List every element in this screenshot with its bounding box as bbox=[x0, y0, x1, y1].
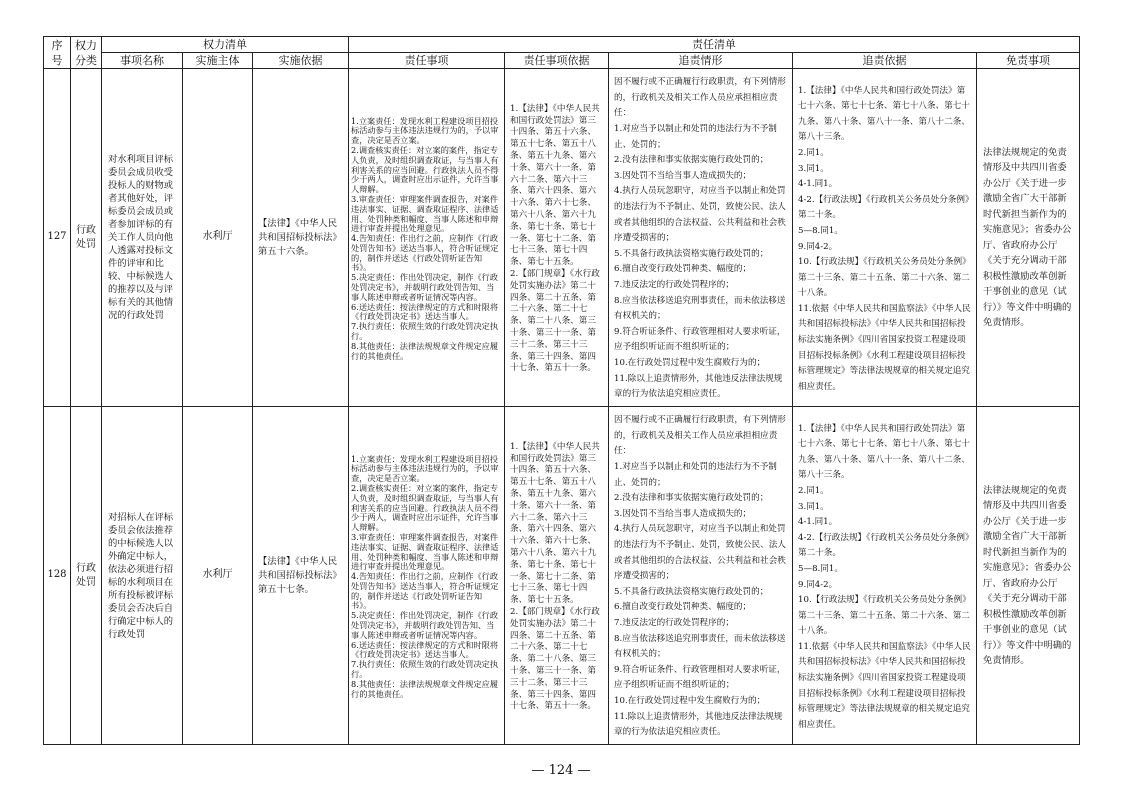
duty-basis-item: 2.【部门规章】《水行政处罚实施办法》第二十四条、第二十五条、第二十六条、第二十七条、第二十八条、第三十条、第三十一条、第三十二条、第三十三条、第三十四条、第四十七条、第五十一条。 bbox=[510, 606, 600, 712]
acc-basis-item: 2.同1。 bbox=[798, 147, 829, 158]
row-category: 行政处罚 bbox=[71, 407, 102, 745]
row-basis: 【法律】《中华人民共和国招标投标法》第五十六条。 bbox=[253, 69, 349, 407]
duty-item: 6.送达责任：按法律规定的方式和时限将《行政处罚决定书》送达当事人。 bbox=[351, 639, 499, 660]
header-seq-line2: 号 bbox=[51, 53, 63, 67]
row-seq: 127 bbox=[44, 69, 71, 407]
acc-basis-item: 4-2.【行政法规】《行政机关公务员处分条例》第二十条。 bbox=[798, 532, 970, 559]
table-row bbox=[44, 407, 1080, 745]
row-duty-items bbox=[349, 69, 505, 407]
header-power-category bbox=[71, 37, 102, 69]
accountability-item: 4.执行人员玩忽职守，对应当予以制止和处罚的违法行为不予制止、处罚，致使公民、法人或者其他组织的合法权益、公共利益和社会秩序遭受损害的； bbox=[614, 186, 786, 244]
power-responsibility-table bbox=[43, 36, 1080, 745]
acc-basis-item: 5—8.同1。 bbox=[798, 563, 843, 574]
acc-basis-item: 11.依据《中华人民共和国监察法》《中华人民共和国招标投标法》《中华人民共和国招标投标法实施条例》《四川省国家投资工程建设项目招标投标条例》《水利工程建设项目招标投标管理规定》等法律法规规章的相关规定追究相应责任。 bbox=[798, 303, 971, 392]
duty-item: 4.告知责任：作出行之前，应制作《行政处罚告知书》送达当事人，符合听证规定的，制作并送达《行政处罚听证告知书》。 bbox=[351, 233, 499, 273]
accountability-item: 1.对应当予以制止和处罚的违法行为不予制止、处罚的； bbox=[614, 462, 777, 488]
header-basis: 实施依据 bbox=[253, 53, 349, 69]
header-duty-items: 责任事项 bbox=[349, 53, 505, 69]
duty-basis-item: 1.【法律】《中华人民共和国行政处罚法》第三十四条、第五十六条、第五十七条、第五十八条、第五十九条、第六十条、第六十一条、第六十二条、第六十三条、第六十四条、第六十六条、第六十七条、第六十八条、第六十九条、第七十条、第七十一条、第七十二条、第七十三条、第七十四条、第七十五条。 bbox=[510, 441, 600, 606]
accountability-item: 1.对应当予以制止和处罚的违法行为不予制止、处罚的； bbox=[614, 124, 777, 150]
row-acc-basis bbox=[793, 407, 977, 745]
duty-basis-item: 1.【法律】《中华人民共和国行政处罚法》第三十四条、第五十六条、第五十七条、第五十八条、第五十九条、第六十条、第六十一条、第六十二条、第六十三条、第六十四条、第六十六条、第六十七条、第六十八条、第六十九条、第七十条、第七十一条、第七十二条、第七十三条、第七十四条、第七十五条。 bbox=[510, 103, 600, 268]
row-item-name: 对招标人在评标委员会依法推荐的中标候选人以外确定中标人，依法必须进行招标的水利项目在所有投标被评标委员会否决后自行确定中标人的行政处罚 bbox=[102, 407, 183, 745]
accountability-item: 10.在行政处罚过程中发生腐败行为的； bbox=[614, 357, 766, 368]
accountability-item: 8.应当依法移送追究刑事责任，而未依法移送有权机关的； bbox=[614, 295, 786, 322]
acc-basis-item: 1.【法律】《中华人民共和国行政处罚法》第七十六条、第七十七条、第七十八条、第七十九条、第八十条、第八十一条、第八十二条、第八十三条。 bbox=[798, 85, 970, 143]
duty-item: 8.其他责任：法律法规规章文件规定应履行的其他责任。 bbox=[351, 340, 499, 361]
row-subject: 水利厅 bbox=[183, 407, 253, 745]
accountability-item: 2.没有法律和事实依据实施行政处罚的； bbox=[614, 155, 769, 166]
row-acc-basis bbox=[793, 69, 977, 407]
header-power-line1: 权力 bbox=[75, 38, 97, 52]
accountability-item: 11.除以上追责情形外，其他违反法律法规规章的行为依法追究相应责任。 bbox=[614, 373, 783, 400]
accountability-item: 5.不具备行政执法资格实施行政处罚的； bbox=[614, 248, 769, 259]
acc-basis-item: 5—8.同1。 bbox=[798, 225, 843, 236]
acc-basis-item: 4-2.【行政法规】《行政机关公务员处分条例》第二十条。 bbox=[798, 194, 970, 221]
accountability-item: 6.擅自改变行政处罚种类、幅度的； bbox=[614, 602, 752, 613]
duty-item: 6.送达责任：按法律规定的方式和时限将《行政处罚决定书》送达当事人。 bbox=[351, 301, 499, 322]
row-item-name: 对水利项目评标委员会成员收受投标人的财物或者其他好处，评标委员会成员或者参加评标的有关工作人员向他人透露对投标文件的评审和比较、中标候选人的推荐以及与评标有关的其他情况的行政处罚 bbox=[102, 69, 183, 407]
row-basis: 【法律】《中华人民共和国招标投标法》第五十七条。 bbox=[253, 407, 349, 745]
row-seq: 128 bbox=[44, 407, 71, 745]
header-accountability: 追责情形 bbox=[609, 53, 793, 69]
acc-basis-item: 4-1.同1。 bbox=[798, 179, 838, 190]
header-group-power-list: 权力清单 bbox=[102, 37, 349, 53]
header-seq-line1: 序 bbox=[51, 38, 63, 52]
row-accountability bbox=[609, 69, 793, 407]
acc-basis-item: 2.同1。 bbox=[798, 485, 829, 496]
header-group-duty-list: 责任清单 bbox=[349, 37, 1080, 53]
header-seq bbox=[44, 37, 71, 69]
row-exemption: 法律法规规定的免责情形及中共四川省委办公厅《关于进一步激励全省广大干部新时代新担当新作为的实施意见》；省委办公厅、省政府办公厅《关于充分调动干部积极性激励改革创新干事创业的意见（试行）》等文件中明确的免责情形。 bbox=[977, 69, 1080, 407]
duty-item: 1.立案责任：发现水利工程建设项目招投标活动参与主体违法违规行为的，予以审查，决定是否立案。 bbox=[351, 453, 499, 484]
accountability-item: 5.不具备行政执法资格实施行政处罚的； bbox=[614, 586, 769, 597]
acc-basis-item: 11.依据《中华人民共和国监察法》《中华人民共和国招标投标法》《中华人民共和国招标投标法实施条例》《四川省国家投资工程建设项目招标投标条例》《水利工程建设项目招标投标管理规定》等法律法规规章的相关规定追究相应责任。 bbox=[798, 641, 971, 730]
row-duty-items bbox=[349, 407, 505, 745]
duty-item: 8.其他责任：法律法规规章文件规定应履行的其他责任。 bbox=[351, 678, 499, 699]
header-item-name: 事项名称 bbox=[102, 53, 183, 69]
accountability-item: 10.在行政处罚过程中发生腐败行为的； bbox=[614, 695, 766, 706]
duty-item: 3.审查责任：审理案件调查报告，对案件违法事实、证据、调查取证程序、法律适用、处罚种类和幅度、当事人陈述和申辩进行审查并提出处理意见。 bbox=[351, 193, 499, 234]
accountability-item: 2.没有法律和事实依据实施行政处罚的； bbox=[614, 493, 769, 504]
accountability-item: 9.符合听证条件、行政管理相对人要求听证，应予组织听证而不组织听证的； bbox=[614, 664, 786, 691]
accountability-item: 8.应当依法移送追究刑事责任，而未依法移送有权机关的； bbox=[614, 633, 786, 660]
table-row bbox=[44, 69, 1080, 407]
accountability-item: 11.除以上追责情形外，其他违反法律法规规章的行为依法追究相应责任。 bbox=[614, 711, 783, 738]
duty-item: 7.执行责任：依照生效的行政处罚决定执行。 bbox=[351, 321, 499, 342]
header-exemption: 免责事项 bbox=[977, 53, 1080, 69]
row-duty-basis bbox=[505, 407, 609, 745]
accountability-item: 4.执行人员玩忽职守，对应当予以制止和处罚的违法行为不予制止、处罚，致使公民、法人或者其他组织的合法权益、公共利益和社会秩序遭受损害的； bbox=[614, 524, 786, 582]
duty-item: 2.调查核实责任：对立案的案件，指定专人负责，及时组织调查取证，与当事人有利害关系的应当回避。行政执法人员不得少于两人，调查时应出示证件，允许当事人辩解。 bbox=[351, 144, 499, 195]
header-power-line2: 分类 bbox=[75, 53, 97, 67]
accountability-item: 6.擅自改变行政处罚种类、幅度的； bbox=[614, 264, 752, 275]
page-number: — 124 — bbox=[531, 763, 591, 778]
duty-item: 1.立案责任：发现水利工程建设项目招投标活动参与主体违法违规行为的，予以审查，决定是否立案。 bbox=[351, 115, 499, 146]
duty-item: 5.决定责任：作出处罚决定，制作《行政处罚决定书》，并载明行政处罚告知、当事人陈述申辩或者听证情况等内容。 bbox=[351, 610, 499, 640]
row-exemption: 法律法规规定的免责情形及中共四川省委办公厅《关于进一步激励全省广大干部新时代新担当新作为的实施意见》；省委办公厅、省政府办公厅《关于充分调动干部积极性激励改革创新干事创业的意见（试行）》等文件中明确的免责情形。 bbox=[977, 407, 1080, 745]
accountability-item: 3.因处罚不当给当事人造成损失的； bbox=[614, 508, 752, 519]
header-duty-basis: 责任事项依据 bbox=[505, 53, 609, 69]
acc-basis-item: 3.同1。 bbox=[798, 163, 829, 174]
row-duty-basis bbox=[505, 69, 609, 407]
accountability-item: 9.符合听证条件、行政管理相对人要求听证，应予组织听证而不组织听证的； bbox=[614, 326, 786, 353]
accountability-item: 3.因处罚不当给当事人造成损失的； bbox=[614, 170, 752, 181]
header-acc-basis: 追责依据 bbox=[793, 53, 977, 69]
row-accountability bbox=[609, 407, 793, 745]
duty-item: 2.调查核实责任：对立案的案件，指定专人负责，及时组织调查取证，与当事人有利害关系的应当回避。行政执法人员不得少于两人，调查时应出示证件，允许当事人辩解。 bbox=[351, 482, 499, 533]
row-category: 行政处罚 bbox=[71, 69, 102, 407]
accountability-item: 因不履行或不正确履行行政职责，有下列情形的，行政机关及相关工作人员应承担相应责任： bbox=[614, 77, 786, 119]
duty-item: 7.执行责任：依照生效的行政处罚决定执行。 bbox=[351, 659, 499, 680]
accountability-item: 7.违反法定的行政处罚程序的； bbox=[614, 617, 734, 628]
acc-basis-item: 9.同4-2。 bbox=[798, 241, 838, 252]
header-subject: 实施主体 bbox=[183, 53, 253, 69]
acc-basis-item: 3.同1。 bbox=[798, 501, 829, 512]
acc-basis-item: 10.【行政法规】《行政机关公务员处分条例》第二十三条、第二十五条、第二十六条、第二十八条。 bbox=[798, 595, 971, 637]
row-subject: 水利厅 bbox=[183, 69, 253, 407]
duty-item: 4.告知责任：作出行之前，应制作《行政处罚告知书》送达当事人，符合听证规定的，制作并送达《行政处罚听证告知书》。 bbox=[351, 571, 499, 611]
acc-basis-item: 4-1.同1。 bbox=[798, 517, 838, 528]
acc-basis-item: 9.同4-2。 bbox=[798, 579, 838, 590]
duty-item: 3.审查责任：审理案件调查报告，对案件违法事实、证据、调查取证程序、法律适用、处罚种类和幅度、当事人陈述和申辩进行审查并提出处理意见。 bbox=[351, 531, 499, 572]
acc-basis-item: 10.【行政法规】《行政机关公务员处分条例》第二十三条、第二十五条、第二十六条、第二十八条。 bbox=[798, 257, 971, 299]
duty-item: 5.决定责任：作出处罚决定，制作《行政处罚决定书》，并载明行政处罚告知、当事人陈述申辩或者听证情况等内容。 bbox=[351, 272, 499, 302]
accountability-item: 因不履行或不正确履行行政职责，有下列情形的，行政机关及相关工作人员应承担相应责任： bbox=[614, 415, 786, 457]
acc-basis-item: 1.【法律】《中华人民共和国行政处罚法》第七十六条、第七十七条、第七十八条、第七十九条、第八十条、第八十一条、第八十二条、第八十三条。 bbox=[798, 423, 970, 481]
accountability-item: 7.违反法定的行政处罚程序的； bbox=[614, 279, 734, 290]
duty-basis-item: 2.【部门规章】《水行政处罚实施办法》第二十四条、第二十五条、第二十六条、第二十七条、第二十八条、第三十条、第三十一条、第三十二条、第三十三条、第三十四条、第四十七条、第五十一条。 bbox=[510, 268, 600, 374]
